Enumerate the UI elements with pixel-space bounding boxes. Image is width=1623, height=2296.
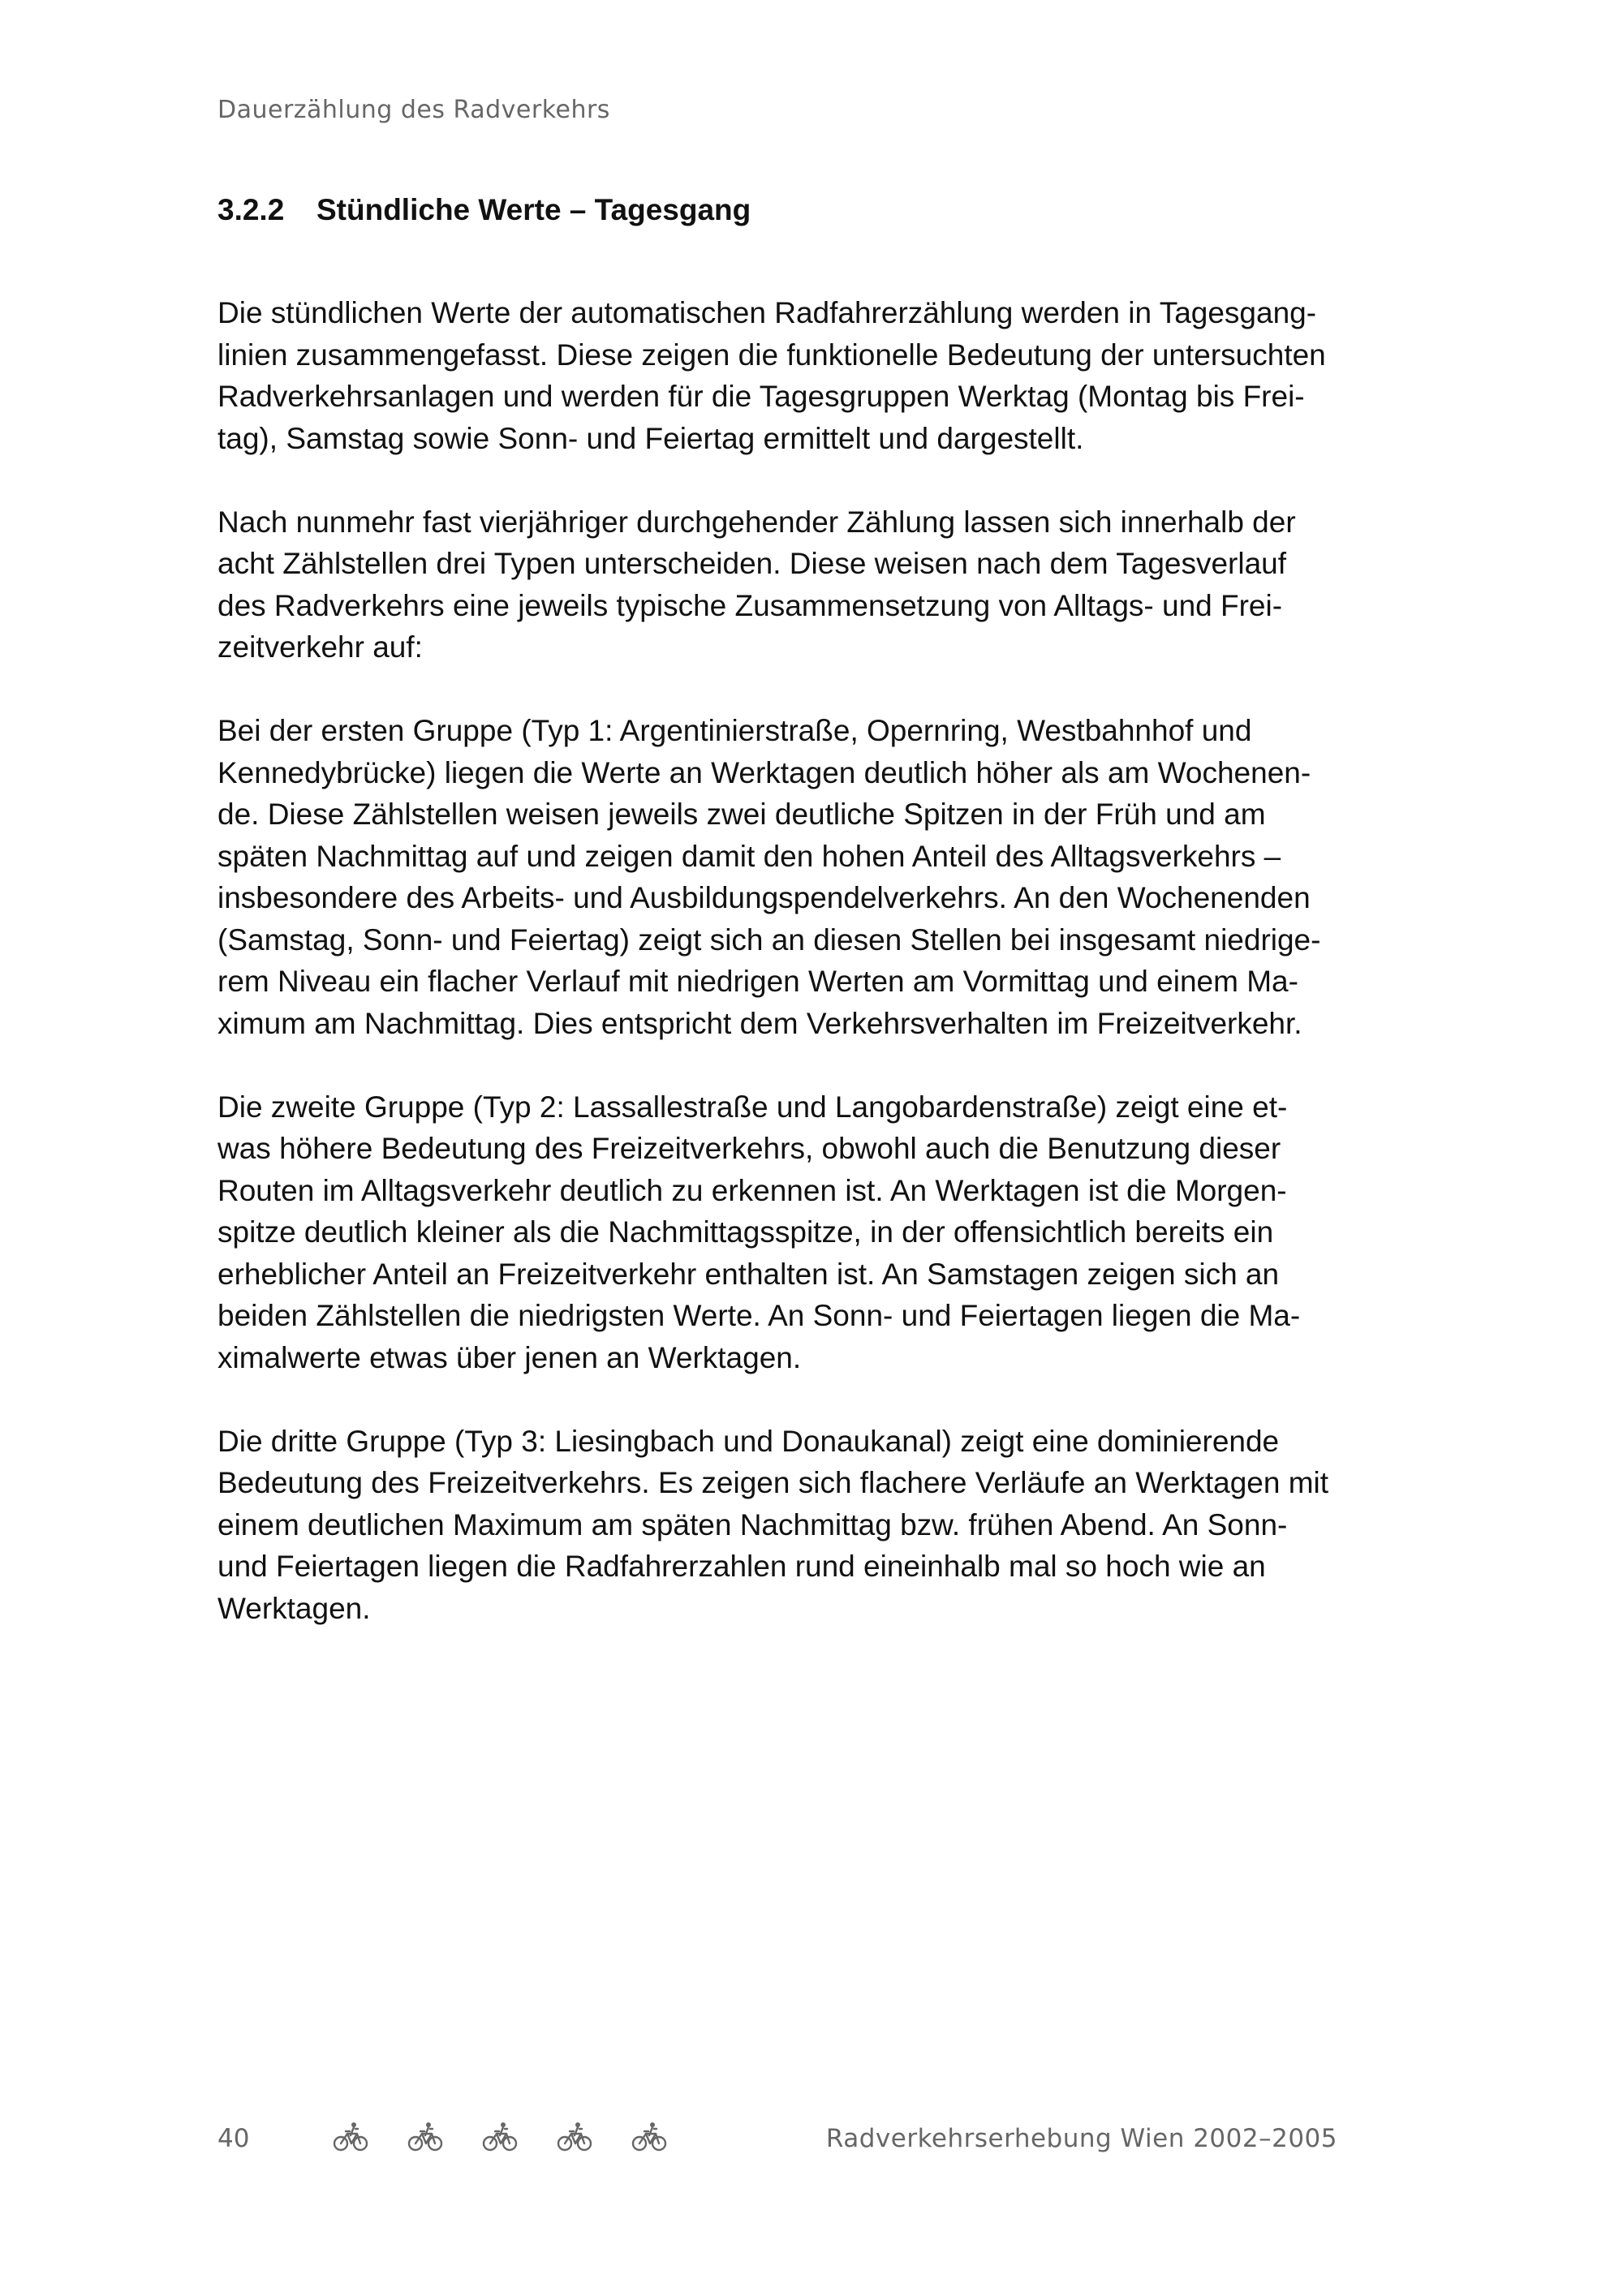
text-line: Kennedybrücke) liegen die Werte an Werktagen deutlich höher als am Wochenen-: [217, 755, 1311, 789]
text-line: Bei der ersten Gruppe (Typ 1: Argentinierstraße, Opernring, Westbahnhof und: [217, 714, 1252, 747]
text-line: was höhere Bedeutung des Freizeitverkehrs, obwohl auch die Benutzung dieser: [217, 1132, 1281, 1165]
text-line: einem deutlichen Maximum am späten Nachmittag bzw. frühen Abend. An Sonn-: [217, 1507, 1288, 1541]
text-line: Routen im Alltagsverkehr deutlich zu erkennen ist. An Werktagen ist die Morgen-: [217, 1173, 1287, 1207]
text-line: rem Niveau ein flacher Verlauf mit niedrigen Werten am Vormittag und einem Ma-: [217, 965, 1298, 998]
text-line: Die dritte Gruppe (Typ 3: Liesingbach und Donaukanal) zeigt eine dominierende: [217, 1424, 1280, 1458]
paragraph-group-1: [217, 710, 1354, 1044]
page-footer: [0, 2116, 1623, 2165]
page-number: 40: [217, 2124, 250, 2153]
footer-title: Radverkehrserhebung Wien 2002–2005: [825, 2124, 1337, 2153]
section-heading: [217, 193, 751, 227]
text-line: späten Nachmittag auf und zeigen damit den hohen Anteil des Alltagsverkehrs –: [217, 839, 1281, 873]
body-text: [217, 292, 1354, 1671]
text-line: und Feiertagen liegen die Radfahrerzahlen rund eineinhalb mal so hoch wie an: [217, 1550, 1266, 1583]
text-line: acht Zählstellen drei Typen unterscheiden. Diese weisen nach dem Tagesverlauf: [217, 547, 1287, 580]
running-header: Dauerzählung des Radverkehrs: [217, 96, 610, 124]
bicycle-icon: [333, 2121, 368, 2153]
text-line: de. Diese Zählstellen weisen jeweils zwei deutliche Spitzen in der Früh und am: [217, 798, 1266, 831]
section-title: Stündliche Werte – Tagesgang: [316, 193, 751, 226]
text-line: Bedeutung des Freizeitverkehrs. Es zeigen sich flachere Verläufe an Werktagen mit: [217, 1466, 1329, 1499]
paragraph-group-2: [217, 1086, 1354, 1379]
text-line: Die stündlichen Werte der automatischen Radfahrerzählung werden in Tagesgang-: [217, 296, 1317, 329]
text-line: Nach nunmehr fast vierjähriger durchgehender Zählung lassen sich innerhalb der: [217, 505, 1296, 539]
text-line: des Radverkehrs eine jeweils typische Zusammensetzung von Alltags- und Frei-: [217, 588, 1283, 622]
text-line: spitze deutlich kleiner als die Nachmittagsspitze, in der offensichtlich bereits ein: [217, 1215, 1274, 1249]
text-line: erheblicher Anteil an Freizeitverkehr enthalten ist. An Samstagen zeigen sich an: [217, 1257, 1280, 1291]
paragraph-types: [217, 501, 1354, 669]
bicycle-icon-row: [333, 2121, 667, 2153]
bicycle-icon: [631, 2121, 667, 2153]
section-number: 3.2.2: [217, 193, 285, 226]
text-line: ximalwerte etwas über jenen an Werktagen.: [217, 1340, 802, 1374]
text-line: Radverkehrsanlagen und werden für die Tagesgruppen Werktag (Montag bis Frei-: [217, 380, 1305, 413]
bicycle-icon: [407, 2121, 443, 2153]
bicycle-icon: [482, 2121, 518, 2153]
paragraph-group-3: [217, 1421, 1354, 1630]
paragraph-intro: [217, 292, 1354, 459]
text-line: zeitverkehr auf:: [217, 630, 423, 664]
text-line: ximum am Nachmittag. Dies entspricht dem Verkehrsverhalten im Freizeitverkehr.: [217, 1006, 1302, 1040]
text-line: beiden Zählstellen die niedrigsten Werte. An Sonn- und Feiertagen liegen die Ma-: [217, 1299, 1301, 1332]
text-line: Die zweite Gruppe (Typ 2: Lassallestraße und Langobardenstraße) zeigt eine et-: [217, 1090, 1288, 1124]
text-line: linien zusammengefasst. Diese zeigen die funktionelle Bedeutung der untersuchten: [217, 338, 1326, 372]
text-line: (Samstag, Sonn- und Feiertag) zeigt sich an diesen Stellen bei insgesamt niedrige-: [217, 922, 1321, 957]
text-line: tag), Samstag sowie Sonn- und Feiertag ermittelt und dargestellt.: [217, 421, 1084, 455]
text-line: Werktagen.: [217, 1591, 371, 1625]
bicycle-icon: [557, 2121, 592, 2153]
text-line: insbesondere des Arbeits- und Ausbildungspendelverkehrs. An den Wochenenden: [217, 881, 1311, 914]
